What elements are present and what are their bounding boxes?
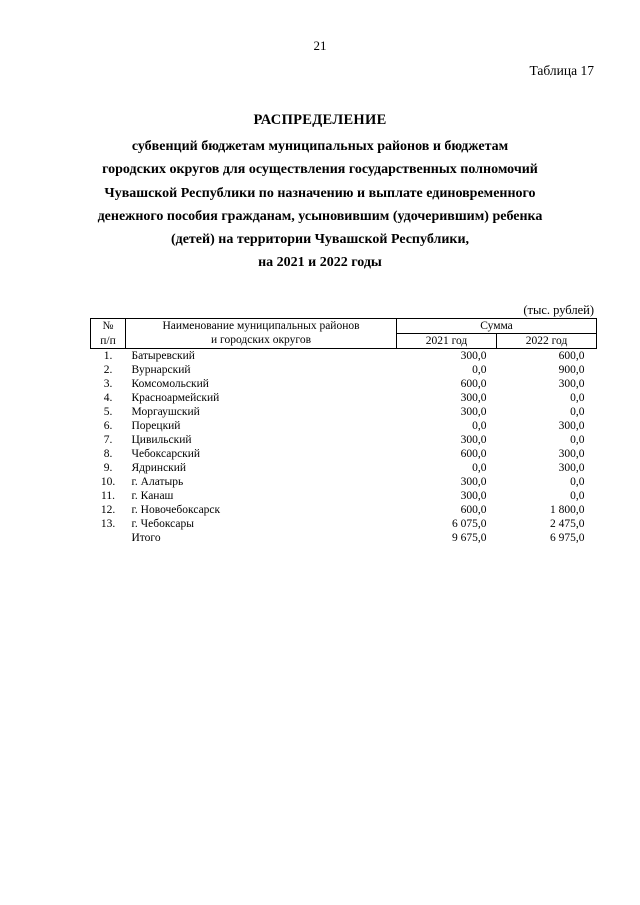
row-value-2022: 0,0 xyxy=(570,490,585,502)
table-row xyxy=(91,419,597,433)
row-name: Вурнарский xyxy=(131,364,191,376)
row-number: 6. xyxy=(103,420,113,432)
row-value-2021: 300,0 xyxy=(460,434,487,446)
total-value-2021: 9 675,0 xyxy=(452,532,487,544)
table-total-row xyxy=(91,531,597,545)
row-value-2021: 600,0 xyxy=(460,448,487,460)
heading-line: субвенций бюджетам муниципальных районов и бюджетам xyxy=(131,139,509,154)
heading-line: на 2021 и 2022 годы xyxy=(258,255,382,271)
row-number: 11. xyxy=(101,490,115,502)
row-name: Чебоксарский xyxy=(131,448,201,460)
row-number: 3. xyxy=(103,378,113,390)
row-value-2022: 900,0 xyxy=(558,364,585,376)
row-number: 13. xyxy=(100,518,116,530)
header-name xyxy=(126,319,397,349)
row-value-2021: 600,0 xyxy=(460,504,487,516)
table-row xyxy=(91,489,597,503)
row-value-2022: 0,0 xyxy=(570,476,585,488)
row-value-2022: 300,0 xyxy=(558,448,585,460)
table-row xyxy=(91,447,597,461)
table-row xyxy=(91,391,597,405)
row-name: г. Чебоксары xyxy=(131,518,194,530)
row-value-2022: 600,0 xyxy=(558,350,585,362)
page-number: 21 xyxy=(313,38,327,53)
table-row xyxy=(91,405,597,419)
table-row xyxy=(91,503,597,517)
row-value-2022: 2 475,0 xyxy=(550,518,585,530)
table-row xyxy=(91,517,597,531)
row-number: 9. xyxy=(103,462,113,474)
heading-line: (детей) на территории Чувашской Республики, xyxy=(170,232,470,248)
table-row xyxy=(91,377,597,391)
header-number xyxy=(91,319,126,349)
row-number: 10. xyxy=(100,476,116,488)
row-value-2021: 300,0 xyxy=(460,476,487,488)
row-number: 4. xyxy=(103,392,113,404)
row-value-2022: 300,0 xyxy=(558,462,585,474)
total-value-2022: 6 975,0 xyxy=(550,532,585,544)
heading-line: Чувашской Республики по назначению и выплате единовременного xyxy=(104,185,536,201)
row-value-2021: 300,0 xyxy=(460,350,487,362)
row-value-2021: 300,0 xyxy=(460,490,487,502)
row-name: г. Канаш xyxy=(131,490,174,502)
row-name: Цивильский xyxy=(131,434,192,446)
row-value-2022: 1 800,0 xyxy=(550,504,585,516)
row-name: Комсомольский xyxy=(131,378,209,390)
table-header xyxy=(91,319,597,349)
total-label: Итого xyxy=(131,532,161,544)
row-name: Порецкий xyxy=(131,420,181,432)
header-name-line2: и городских округов xyxy=(211,334,311,346)
row-number: 7. xyxy=(103,434,113,446)
table-row xyxy=(91,349,597,364)
units-note: (тыс. рублей) xyxy=(523,303,594,317)
header-sum: Сумма xyxy=(397,319,597,334)
table-row xyxy=(91,433,597,447)
row-value-2021: 6 075,0 xyxy=(452,518,487,530)
heading-line: денежного пособия гражданам, усыновившим (удочерившим) ребенка xyxy=(97,208,543,224)
row-number: 1. xyxy=(103,350,113,362)
row-value-2021: 0,0 xyxy=(472,420,487,432)
heading-line: городских округов для осуществления государственных полномочий xyxy=(102,162,538,178)
document-heading xyxy=(60,112,580,275)
row-value-2022: 300,0 xyxy=(558,420,585,432)
row-number: 12. xyxy=(100,504,116,516)
header-year-2022: 2022 год xyxy=(497,334,597,349)
subvention-table xyxy=(90,318,597,545)
table-body xyxy=(91,349,597,546)
row-value-2021: 0,0 xyxy=(472,364,487,376)
table-row xyxy=(91,363,597,377)
row-name: Ядринский xyxy=(131,462,187,474)
header-number-line2: п/п xyxy=(100,334,116,347)
row-number: 8. xyxy=(103,448,113,460)
row-value-2021: 0,0 xyxy=(472,462,487,474)
row-value-2022: 0,0 xyxy=(570,434,585,446)
header-year-2021: 2021 год xyxy=(397,334,497,349)
row-value-2022: 0,0 xyxy=(570,392,585,404)
header-number-line1: № xyxy=(102,320,114,332)
row-name: Красноармейский xyxy=(131,392,220,404)
table-row xyxy=(91,461,597,475)
table-label: Таблица 17 xyxy=(529,63,594,78)
row-name: г. Алатырь xyxy=(131,476,184,488)
header-name-line1: Наименование муниципальных районов xyxy=(162,320,360,332)
row-name: Батыревский xyxy=(131,350,195,362)
heading-title: РАСПРЕДЕЛЕНИЕ xyxy=(253,112,387,128)
row-value-2021: 300,0 xyxy=(460,392,487,404)
row-number: 2. xyxy=(103,364,113,376)
row-value-2022: 300,0 xyxy=(558,378,585,390)
total-number-cell xyxy=(91,531,126,545)
table-row xyxy=(91,475,597,489)
row-value-2021: 300,0 xyxy=(460,406,487,418)
row-name: г. Новочебоксарск xyxy=(131,504,221,516)
row-number: 5. xyxy=(103,406,113,418)
row-name: Моргаушский xyxy=(131,406,200,418)
row-value-2021: 600,0 xyxy=(460,378,487,390)
row-value-2022: 0,0 xyxy=(570,406,585,418)
